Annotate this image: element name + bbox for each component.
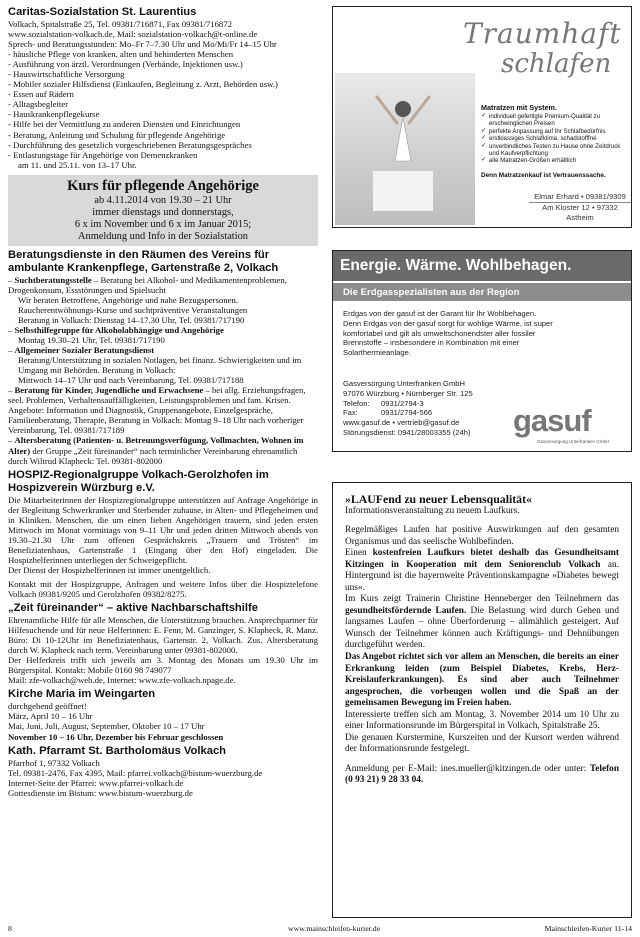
ad-stoerung: Störungsdienst: 0941/28003355 (24h) (343, 427, 471, 437)
ad-headline: Energie. Wärme. Wohlbehagen. (333, 251, 631, 281)
hospiz-para: Die Mitarbeiterinnen der Hospizregionalgruppe unterstützen auf Anfrage Angehörige in der Begleitung Schwerkranker und Sterbender zuhause, in Alten- und Pflegeheimen und in Kliniken. Menschen, die um einen lieben Angehörigen trauern, sind jeden ersten Mittwoch im Monat vormittags von 9–11 Uhr und jeden dritten Mittwoch abends von 19.30–21.30 Uhr zum offenen Gesprächskreis „Trauern und Trösten“ im Benefiziatenhaus, Gartenstraße 1 (Eingang über den Hof) eingeladen. Die Hospizhelferinnen unterliegen der Schweigepflicht. (8, 494, 318, 565)
footer-url[interactable]: www.mainschleifen-kurier.de (288, 924, 381, 933)
kirche-body (8, 701, 318, 741)
laufend-para (345, 548, 619, 594)
pfarramt-line: Gottesdienste im Bistum: www.bistum-wuerzburg.de (8, 787, 193, 798)
hospiz-title: HOSPIZ-Regionalgruppe Volkach-Gerolzhofen im Hospizverein Würzburg e.V. (8, 468, 269, 494)
caritas-line: - Mobiler sozialer Hilfsdienst (Einkaufen, Begleitung z. Arzt, Behörden usw.) (8, 79, 278, 90)
ad-city: 97076 Würzburg • Nürnberger Str. 125 (343, 388, 473, 398)
laufend-para: Regelmäßiges Laufen hat positive Auswirkungen auf den gesamten Organismus und das seelische Wohlbefinden. (345, 525, 619, 547)
ad-subheadline: Die Erdgasspezialisten aus der Region (333, 281, 631, 301)
caritas-line: - Durchführung des gesetzlich vorgeschriebenen Beratungsgespräches (8, 139, 252, 150)
ad-text: Erdgas von der gasuf ist der Garant für Ihr Wohlbehagen. Denn Erdgas von der gasuf sorgt für wohlige Wärme, ist super komfortabel und gilt als umweltschonendster aller fossiler Brennstoffe – insbesondere in Kombination mit einer Solarthermieanlage. (343, 309, 553, 358)
hospiz-section (8, 469, 318, 599)
beratung-item-more: Raucherentwöhnungs-Kurse und suchtpräventive Veranstaltungen (18, 304, 248, 315)
zeit-para: Der Helferkreis trifft sich jeweils am 3. Montag des Monats um 19.30 Uhr im Bürgerspital. Kontakt: Mobile 0160 98 749077 (8, 655, 318, 676)
left-column (8, 6, 318, 798)
pfarramt-line: Pfarrhof 1, 97332 Volkach (8, 757, 100, 768)
kirche-line: November 10 – 16 Uhr, Dezember bis Februar geschlossen (8, 731, 224, 742)
beratung-item-head: Altersberatung (Patienten- u. Betreuungsverfügung, Vollmachten, Wohnen im Alter) (8, 435, 304, 456)
phone-label: Telefon: (343, 398, 370, 408)
ad-web: www.gasuf.de • vertrieb@gasuf.de (343, 418, 460, 428)
gasuf-ad (332, 250, 632, 452)
gasuf-logo: gasuf (513, 403, 591, 438)
caritas-line: - Hauswirtschaftliche Versorgung (8, 69, 125, 80)
text-run: an. Hintergrund ist die bayernweite Präventionskampagne »Diabetes bewegt uns«. (345, 559, 619, 593)
fax-value: 0931/2794-566 (381, 408, 433, 418)
beratung-item-more: Mittwoch 14–17 Uhr und nach Vereinbarung, Tel. 09381/717188 (18, 375, 244, 386)
ad-headline: schlafen (501, 49, 612, 79)
text-run: Die Belastung wird durch Gehen und langsames Laufen – ohne Überforderung – allmählich gesteigert. Auf Wunsch der Teilnehmer können auch Kräftigungs- und Dehnübungen durchgeführt werden. (345, 605, 619, 651)
beratung-title: Beratungsdienste in den Räumen des Vereins für ambulante Krankenpflege, Gartenstraße 2, Volkach (8, 248, 279, 274)
page-footer (8, 924, 632, 936)
kurs-line: immer dienstags und donnerstags, (92, 206, 234, 218)
zeit-body (8, 615, 318, 685)
laufend-para (345, 594, 619, 652)
pfarramt-body (8, 758, 318, 798)
caritas-line: - Hauskrankenpflegekurse (8, 109, 100, 120)
ad-contact-line: Elmar Erhard • 09381/9309 (534, 192, 626, 201)
caritas-line: www.sozialstation-volkach.de, Mail: sozialstation-volkach@t-online.de (8, 29, 258, 40)
text-run-bold: gesundheitsfördernde Laufen. (345, 605, 467, 616)
caritas-line: Sprech- und Beratungsstunden: Mo–Fr 7–7.30 Uhr und Mo/Mi/Fr 14–15 Uhr (8, 39, 277, 50)
fax-label: Fax: (343, 408, 358, 418)
kirche-line: Mai, Juni, Juli, August, September, Oktober 10 – 17 Uhr (8, 721, 205, 732)
ad-feature: ✓ alle Matratzen-Größen erhältlich (481, 157, 629, 164)
ad-feature: ✓ unverbindliches Testen zu Hause ohne Zeitdruck und Kaufverpflichtung (481, 143, 629, 158)
ad-list-title: Matratzen mit System. (481, 103, 557, 112)
text-run: Im Kurs zeigt Trainerin Christine Henneberger den Teilnehmern das (345, 594, 619, 605)
beratung-item: – Selbsthilfegruppe für Alkoholabhängige und Angehörige (8, 324, 224, 335)
ad-feature-list (481, 113, 629, 165)
zeit-section (8, 602, 318, 685)
caritas-line: - Ausführung von ärztl. Verordnungen (Verbände, Injektionen usw.) (8, 59, 243, 70)
laufend-para: Die genauen Kurstermine, Kurszeiten und der Kursort werden während der Informationsrunde festgelegt. (345, 732, 619, 755)
beratung-item: – Suchtberatungsstelle – Beratung bei Alkohol- und Medikamentenproblemen, Drogenkonsum, Essstörungen und Spielsucht (8, 274, 287, 295)
beratung-item-more: Montag 19.30–21 Uhr, Tel. 09381/717190 (18, 334, 165, 345)
ad-phone (343, 399, 513, 409)
pfarramt-line: Internet-Seite der Pfarrei: www.pfarrei-volkach.de (8, 777, 184, 788)
beratung-item-head: Selbsthilfegruppe für Alkoholabhängige und Angehörige (14, 324, 224, 335)
kurs-line: ab 4.11.2014 von 19.30 – 21 Uhr (94, 194, 232, 206)
pfarramt-section (8, 745, 318, 798)
woman-figure (373, 91, 433, 211)
ad-address (343, 379, 513, 438)
kirche-line: durchgehend geöffnet! (8, 701, 87, 712)
text-run: Anmeldung per E-Mail: ines.mueller@kitzingen.de oder unter: (345, 763, 590, 774)
text-run: Einen (345, 548, 373, 559)
zeit-title: „Zeit füreinander“ – aktive Nachbarschaftshilfe (8, 602, 258, 615)
caritas-line: - Beratung, Anleitung und Schulung für pflegende Angehörige (8, 129, 226, 140)
hospiz-para: Kontakt mit der Hospizgruppe, Anfragen und weitere Infos über die Hospiztelefone Volkach 09381/9205 und Gerolzhofen 09382/8275. (8, 578, 318, 600)
ad-contact-line: Am Kloster 12 • 97332 Astheim (529, 202, 631, 223)
beratung-item-text: der Gruppe „Zeit füreinander“ nach terminlicher Vereinbarung ehrenamtlich durch Wiltrud Klapheck: Tel. 09381-802000 (8, 445, 298, 466)
beratung-section (8, 249, 318, 466)
hospiz-body (8, 495, 318, 599)
beratung-item-head: Beratung für Kinder, Jugendliche und Erwachsene (14, 385, 204, 396)
hospiz-para: Der Dienst der Hospizhelferinnen ist immer unentgeltlich. (8, 564, 211, 575)
caritas-line: am 11. und 25.11. von 13–17 Uhr. (18, 159, 137, 170)
beratung-item-head: Suchtberatungsstelle (14, 274, 92, 285)
ad-feature: ✓ erstklassiges Schlafklima, schadstofffrei (481, 135, 629, 142)
pfarramt-title: Kath. Pfarramt St. Bartholomäus Volkach (8, 744, 226, 757)
beratung-item-text: – bei allg. Erziehungsfragen, seel. Problemen, Verhaltensauffälligkeiten, Leistungsproblemen und fam. Krisen. Angebote: Information und Diagnostik, Gruppenangebote, Einzelgespräche, Familienberatung, Therapie, Beratung in Volkach: Montag 9–18 Uhr nach vorheriger Vereinbarung, Tel. 09381/717189 (8, 385, 306, 436)
caritas-body (8, 19, 318, 170)
kirche-section (8, 688, 318, 741)
caritas-line: - Hilfe bei der Vermittlung zu anderen Diensten und Einrichtungen (8, 119, 241, 130)
beratung-item-more: Beratung/Unterstützung in sozialen Notlagen, bei finanz. Schwierigkeiten und im Umgang mit Behörden. Beratung in Volkach: (18, 355, 302, 376)
caritas-line: Volkach, Spitalstraße 25, Tel. 09381/716871, Fax 09381/716872 (8, 19, 232, 29)
laufend-para (345, 764, 619, 787)
zeit-para: Ehrenamtliche Hilfe für alle Menschen, die Unterstützung brauchen. Ansprechpartner für Hilfesuchende und für neue Helferinnen: E. Fenn, M. Ganzinger, S. Klapheck, R. Manz. Büro: Di 10-12Uhr im Benefiziatenhaus, Gartenstr. 2, Volkach. Zus. Altersberatung durch W. Klapheck nach term. Vereinbarung unter 09381-802000. (8, 615, 318, 656)
erin-mattress-ad (332, 6, 632, 228)
caritas-line: - Alltagsbegleiter (8, 99, 69, 110)
footer-issue: Mainschleifen-Kurier 11-14 (544, 924, 632, 933)
caritas-title: Caritas-Sozialstation St. Laurentius (8, 6, 197, 18)
laufend-box (332, 482, 632, 918)
text-run-bold: Telefon (0 93 21) 9 28 33 04. (345, 763, 619, 786)
woman-photo (335, 73, 475, 225)
beratung-item-head: Allgemeiner Sozialer Beratungsdienst (14, 345, 155, 356)
ad-fax (343, 408, 513, 418)
caritas-line: - häusliche Pflege von kranken, alten und behinderten Menschen (8, 49, 234, 60)
kurs-title: Kurs für pflegende Angehörige (67, 177, 259, 194)
zeit-para: Mail: zfe-volkach@web.de, Internet: www.zfe-volkach.npage.de. (8, 675, 236, 686)
ad-feature: ✓ individuell gefertigte Premium-Qualität zu erschwinglichen Preisen (481, 113, 629, 128)
laufend-subtitle: Informationsveranstaltung zu neuem Laufkurs. (345, 506, 520, 516)
beratung-body (8, 275, 318, 466)
pfarramt-line: Tel. 09381-2476, Fax 4395, Mail: pfarrei.volkach@bistum-wuerzburg.de (8, 767, 263, 778)
ad-company: Gasversorgung Unterfranken GmbH (343, 379, 465, 388)
beratung-item: – Beratung für Kinder, Jugendliche und Erwachsene – bei allg. Erziehungsfragen, seel. Problemen, Verhaltensauffälligkeiten, Leistungsproblemen und fam. Krisen. Angebote: Information und Diagnostik, Gruppenangebote, Einzelgespräche, Familienberatung, Therapie, Beratung in Volkach: Montag 9–18 Uhr nach vorheriger Vereinbarung, Tel. 09381/717189 (8, 385, 306, 436)
kurs-details (12, 195, 314, 243)
beratung-item: – Allgemeiner Sozialer Beratungsdienst (8, 345, 155, 356)
laufend-para: Interessierte treffen sich am Montag, 3. November 2014 um 10 Uhr zu einer Informationsrunde im Bürgerspital in Volkach, Spitalstraße 25. (345, 709, 619, 732)
beratung-item-more: Wir beraten Betroffene, Angehörige und nahe Bezugspersonen. (18, 294, 238, 305)
kirche-line: März, April 10 – 16 Uhr (8, 711, 93, 722)
laufend-body (345, 525, 619, 787)
caritas-line: - Entlastungstage für Angehörige von Demenzkranken (8, 149, 198, 160)
kirche-title: Kirche Maria im Weingarten (8, 688, 156, 701)
page-number: 8 (8, 924, 12, 933)
caritas-section (8, 6, 318, 170)
ad-footer-line: Denn Matratzenkauf ist Vertrauenssache. (481, 172, 606, 179)
ad-feature: ✓ perfekte Anpassung auf Ihr Schlafbedürfnis (481, 128, 629, 135)
ad-contact (529, 192, 631, 223)
text-run-bold: kostenfreien Laufkurs bietet deshalb das Gesundheitsamt Kitzingen in Kooperation mit dem Seniorenclub Volkach (345, 548, 619, 570)
laufend-title: »LAUFend zu neuer Lebensqualität« (345, 492, 532, 506)
kurs-line: Anmeldung und Info in der Sozialstation (78, 230, 248, 242)
kurs-line: 6 x im November und 6 x im Januar 2015; (74, 218, 252, 230)
phone-value: 0931/2794-3 (381, 398, 424, 408)
kurs-box (8, 175, 318, 246)
caritas-line: - Essen auf Rädern (8, 89, 74, 100)
beratung-item: – Altersberatung (Patienten- u. Betreuungsverfügung, Vollmachten, Wohnen im Alter) der Gruppe „Zeit füreinander“ nach terminlicher Vereinbarung ehrenamtlich durch Wiltrud Klapheck: Tel. 09381-802000 (8, 435, 304, 466)
beratung-item-more: Beratung in Volkach: Dienstag 14–17.30 Uhr, Tel. 09381/717190 (18, 314, 245, 325)
laufend-para: Das Angebot richtet sich vor allem an Menschen, die bereits an einer Erkrankung leiden (zum Beispiel Diabetes, Krebs, Herz-Kreislauferkrankungen). Es sind aber auch Teilnehmer angesprochen, die vorbeugen wollen und die Spaß an der gemeinsamen Bewegung im Freien haben. (345, 652, 619, 709)
gasuf-logo-sub: Gasversorgung Unterfranken GmbH (537, 439, 610, 444)
ad-headline: Traumhaft (463, 17, 622, 50)
page (8, 6, 632, 933)
beratung-item-text: – Beratung bei Alkohol- und Medikamentenproblemen, Drogenkonsum, Essstörungen und Spielsucht (8, 274, 287, 295)
